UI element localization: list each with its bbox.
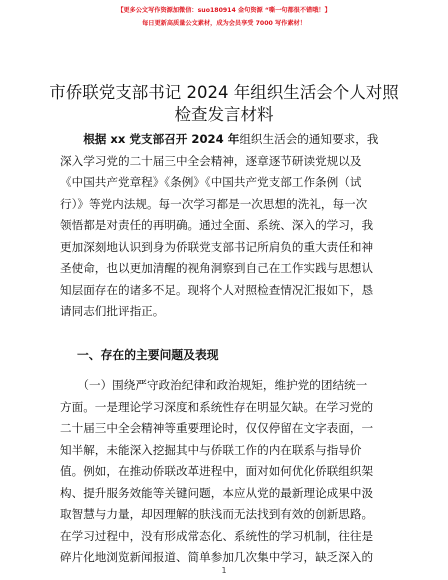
page-number: 1 bbox=[221, 566, 227, 575]
intro-line bbox=[60, 129, 390, 151]
section-line: 在学习过程中，没有形成常态化、系统性的学习机制，往往是 bbox=[60, 528, 374, 543]
section-heading: 一、存在的主要问题及表现 bbox=[77, 348, 219, 362]
document-title-line2: 检查发言材料 bbox=[174, 105, 274, 124]
intro-line: 《中国共产党章程》《条例》《中国共产党支部工作条例（试 bbox=[60, 175, 362, 189]
section-line: 二十届三中全会精神等重要理论时，仅仅停留在文字表面，一 bbox=[60, 421, 374, 435]
document-title-line1: 市侨联党支部书记 2024 年组织生活会个人对照 bbox=[49, 83, 399, 102]
section-line bbox=[60, 375, 390, 397]
intro-line: 知层面存在的诸多不足。现将个人对照检查情况汇报如下，恳 bbox=[60, 282, 374, 297]
section-line: 知半解，未能深入挖掘其中与侨联工作的内在联系与指导价 bbox=[60, 442, 362, 457]
intro-line: 行）》等党内法规。每一次学习都是一次思想的洗礼，每一次 bbox=[60, 196, 368, 211]
promo-banner-line2: 每日更新高质量公文素材，成为会员享受 7000 写作素材！ bbox=[142, 20, 306, 27]
intro-lead: 根据 xx 党支部召开 2024 年 bbox=[83, 132, 240, 146]
intro-line: 深入学习党的二十届三中全会精神，逐章逐节研读党规以及 bbox=[60, 153, 362, 168]
section-line: 值。例如，在推动侨联改革进程中，面对如何优化侨联组织架 bbox=[60, 464, 374, 478]
section-line: 碎片化地浏览新闻报道、简单参加几次集中学习，缺乏深入的 bbox=[60, 550, 374, 564]
intro-line: 请同志们批评指正。 bbox=[60, 304, 165, 318]
section-line: 取智慧与力量，却因理解的肤浅而无法找到有效的创新思路。 bbox=[60, 507, 374, 521]
section-line: 构、提升服务效能等关键问题，本应从党的最新理论成果中汲 bbox=[60, 485, 374, 500]
promo-banner bbox=[0, 4, 448, 30]
intro-line-text: 组织生活会的通知要求，我 bbox=[239, 132, 379, 146]
document-title bbox=[0, 82, 448, 126]
section-line-text: （一）围绕严守政治纪律和政治规矩，维护党的团结统一 bbox=[83, 378, 368, 392]
intro-paragraph bbox=[60, 129, 390, 323]
intro-line: 领悟都是对责任的再明确。通过全面、系统、深入的学习，我 bbox=[60, 218, 374, 232]
section-line: 方面。一是理论学习深度和系统性存在明显欠缺。在学习党的 bbox=[60, 399, 374, 414]
section-paragraph bbox=[60, 375, 390, 569]
promo-banner-line1: 【更多公文写作资源加微信：suo180914 金句资源 “嘶一句都很不错哦！】 bbox=[117, 7, 331, 14]
intro-line: 更加深刻地认识到身为侨联党支部书记所肩负的重大责任和神 bbox=[60, 239, 374, 254]
intro-line: 圣使命，也以更加清醒的视角洞察到自己在工作实践与思想认 bbox=[60, 261, 374, 275]
